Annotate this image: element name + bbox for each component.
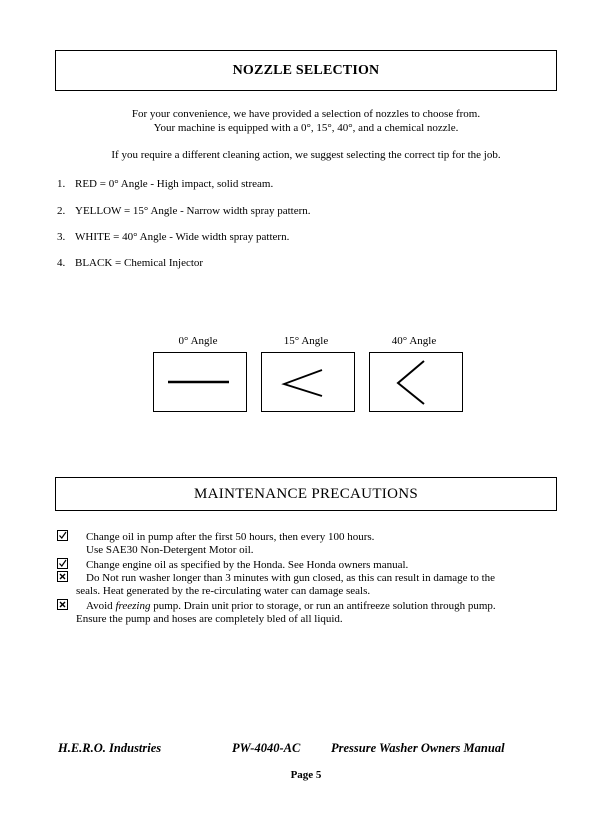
- angle-label-15: 15° Angle: [283, 335, 329, 347]
- narrow-angle-icon: [262, 353, 354, 411]
- wide-angle-icon: [370, 353, 462, 411]
- nozzle-list-item-black: [57, 257, 203, 269]
- maintenance-item-3-line-2: seals. Heat generated by the re-circulating water can damage seals.: [76, 585, 371, 597]
- maintenance-text-post: pump. Drain unit prior to storage, or run an antifreeze solution through pump.: [150, 600, 496, 612]
- maintenance-item-3: [57, 571, 495, 584]
- nozzle-selection-heading: NOZZLE SELECTION: [232, 62, 380, 78]
- footer-model: PW-4040-AC: [232, 741, 301, 755]
- angle-label-0: 0° Angle: [178, 335, 218, 347]
- maintenance-item-1-line-2: Use SAE30 Non-Detergent Motor oil.: [86, 544, 254, 556]
- footer-manual-title: Pressure Washer Owners Manual: [331, 741, 505, 755]
- straight-line-icon: [154, 353, 246, 411]
- maintenance-text: Change oil in pump after the first 50 hours, then every 100 hours.: [86, 531, 375, 543]
- maintenance-item-4-line-2: Ensure the pump and hoses are completely bled of all liquid.: [76, 613, 343, 625]
- angle-box-0: [153, 352, 247, 412]
- maintenance-text: Change engine oil as specified by the Honda. See Honda owners manual.: [86, 559, 409, 571]
- maintenance-item-1: [57, 530, 374, 543]
- maintenance-heading: MAINTENANCE PRECAUTIONS: [194, 485, 418, 502]
- list-number: 1.: [57, 178, 66, 190]
- angle-label-40: 40° Angle: [391, 335, 437, 347]
- page-number: Page 5: [290, 769, 322, 781]
- nozzle-list-item-red: [57, 178, 273, 190]
- intro-line-2: Your machine is equipped with a 0°, 15°, 40°, and a chemical nozzle.: [153, 122, 459, 134]
- list-number: 4.: [57, 257, 66, 269]
- intro-line-1: For your convenience, we have provided a selection of nozzles to choose from.: [131, 108, 481, 120]
- list-text: YELLOW = 15° Angle - Narrow width spray pattern.: [75, 205, 311, 217]
- checked-box-icon: [57, 530, 68, 541]
- checked-box-icon: [57, 558, 68, 569]
- angle-box-40: [369, 352, 463, 412]
- list-text: BLACK = Chemical Injector: [75, 257, 204, 269]
- nozzle-selection-heading-box: [55, 50, 557, 91]
- intro-line-3: If you require a different cleaning action, we suggest selecting the correct tip for the job.: [111, 149, 501, 161]
- maintenance-text-pre: Avoid: [86, 600, 116, 612]
- maintenance-heading-box: [55, 477, 557, 511]
- nozzle-list-item-white: [57, 231, 289, 243]
- maintenance-text: Do Not run washer longer than 3 minutes with gun closed, as this can result in damage to the: [86, 572, 496, 584]
- footer-company: H.E.R.O. Industries: [58, 741, 162, 755]
- maintenance-item-4: [57, 599, 496, 612]
- list-number: 3.: [57, 231, 66, 243]
- maintenance-text-emphasis: freezing: [115, 600, 151, 612]
- maintenance-item-2: [57, 558, 408, 571]
- crossed-box-icon: [57, 571, 68, 582]
- list-number: 2.: [57, 205, 66, 217]
- nozzle-list-item-yellow: [57, 205, 311, 217]
- crossed-box-icon: [57, 599, 68, 610]
- list-text: WHITE = 40° Angle - Wide width spray pattern.: [75, 231, 290, 243]
- angle-box-15: [261, 352, 355, 412]
- list-text: RED = 0° Angle - High impact, solid stream.: [75, 178, 274, 190]
